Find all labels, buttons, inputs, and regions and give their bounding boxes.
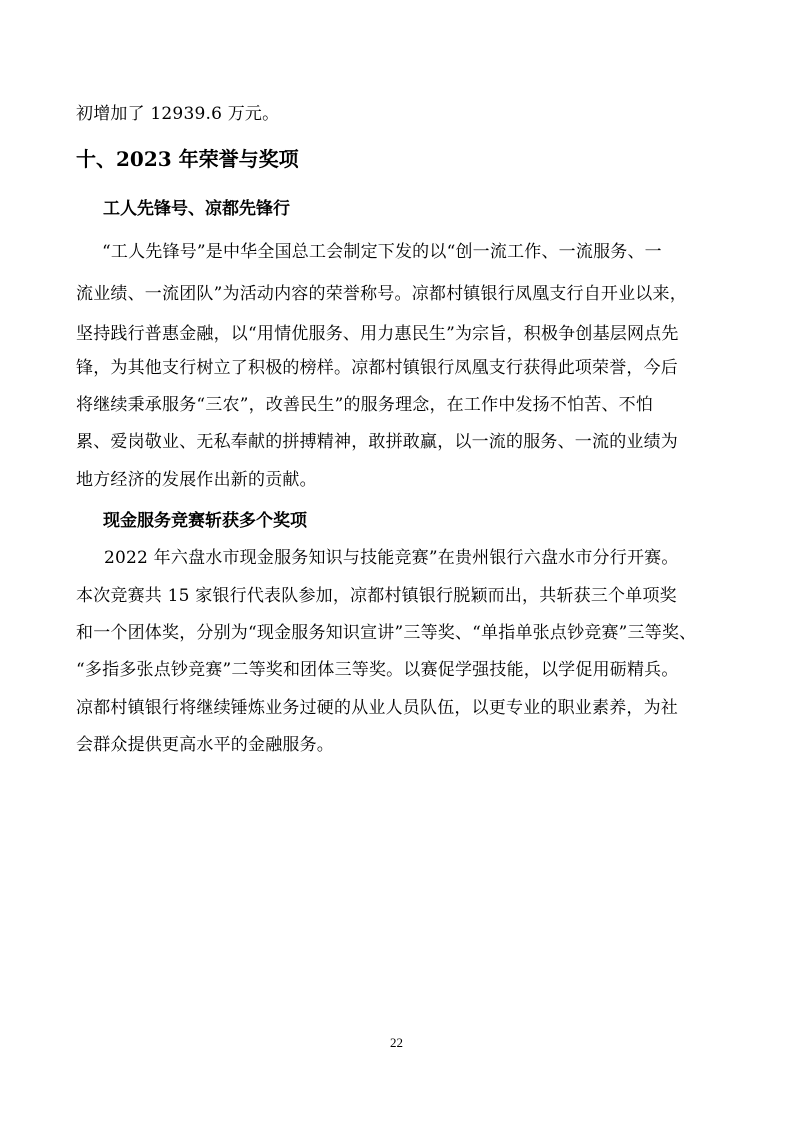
paragraph-line: “工人先锋号”是中华全国总工会制定下发的以“创一流工作、一流服务、一 xyxy=(102,242,662,262)
paragraph-line: 2022 年六盘水市现金服务知识与技能竞赛”在贵州银行六盘水市分行开赛。 xyxy=(104,548,679,568)
section-heading: 十、2023 年荣誉与奖项 xyxy=(76,147,299,171)
intro-paragraph-line: 初增加了 12939.6 万元。 xyxy=(76,104,280,124)
paragraph-line: “多指多张点钞竞赛”二等奖和团体三等奖。以赛促学强技能，以学促用砺精兵。 xyxy=(76,660,679,680)
paragraph-line: 将继续秉承服务“三农”，改善民生”的服务理念，在工作中发扬不怕苦、不怕 xyxy=(76,395,654,415)
paragraph-line: 地方经济的发展作出新的贡献。 xyxy=(76,470,317,490)
paragraph-line: 会群众提供更高水平的金融服务。 xyxy=(76,735,334,755)
paragraph-line: 凉都村镇银行将继续锤炼业务过硬的从业人员队伍，以更专业的职业素养，为社 xyxy=(76,698,678,718)
paragraph-line: 流业绩、一流团队”为活动内容的荣誉称号。凉都村镇银行凤凰支行自开业以来， xyxy=(76,284,687,304)
paragraph-line: 本次竞赛共 15 家银行代表队参加，凉都村镇银行脱颖而出，共斩获三个单项奖 xyxy=(76,586,677,606)
paragraph-line: 累、爱岗敬业、无私奉献的拼搏精神，敢拼敢赢，以一流的服务、一流的业绩为 xyxy=(76,432,678,452)
paragraph-line: 和一个团体奖，分别为“现金服务知识宣讲”三等奖、“单指单张点钞竞赛”三等奖、 xyxy=(76,623,697,643)
award-title-cash-service: 现金服务竞赛斩获多个奖项 xyxy=(103,511,307,531)
paragraph-line: 坚持践行普惠金融，以“用情优服务、用力惠民生”为宗旨，积极争创基层网点先 xyxy=(76,324,679,344)
page-number: 22 xyxy=(390,1035,403,1050)
paragraph-line: 锋，为其他支行树立了积极的榜样。凉都村镇银行凤凰支行获得此项荣誉，今后 xyxy=(76,358,678,378)
award-title-worker-pioneer: 工人先锋号、凉都先锋行 xyxy=(103,199,290,219)
